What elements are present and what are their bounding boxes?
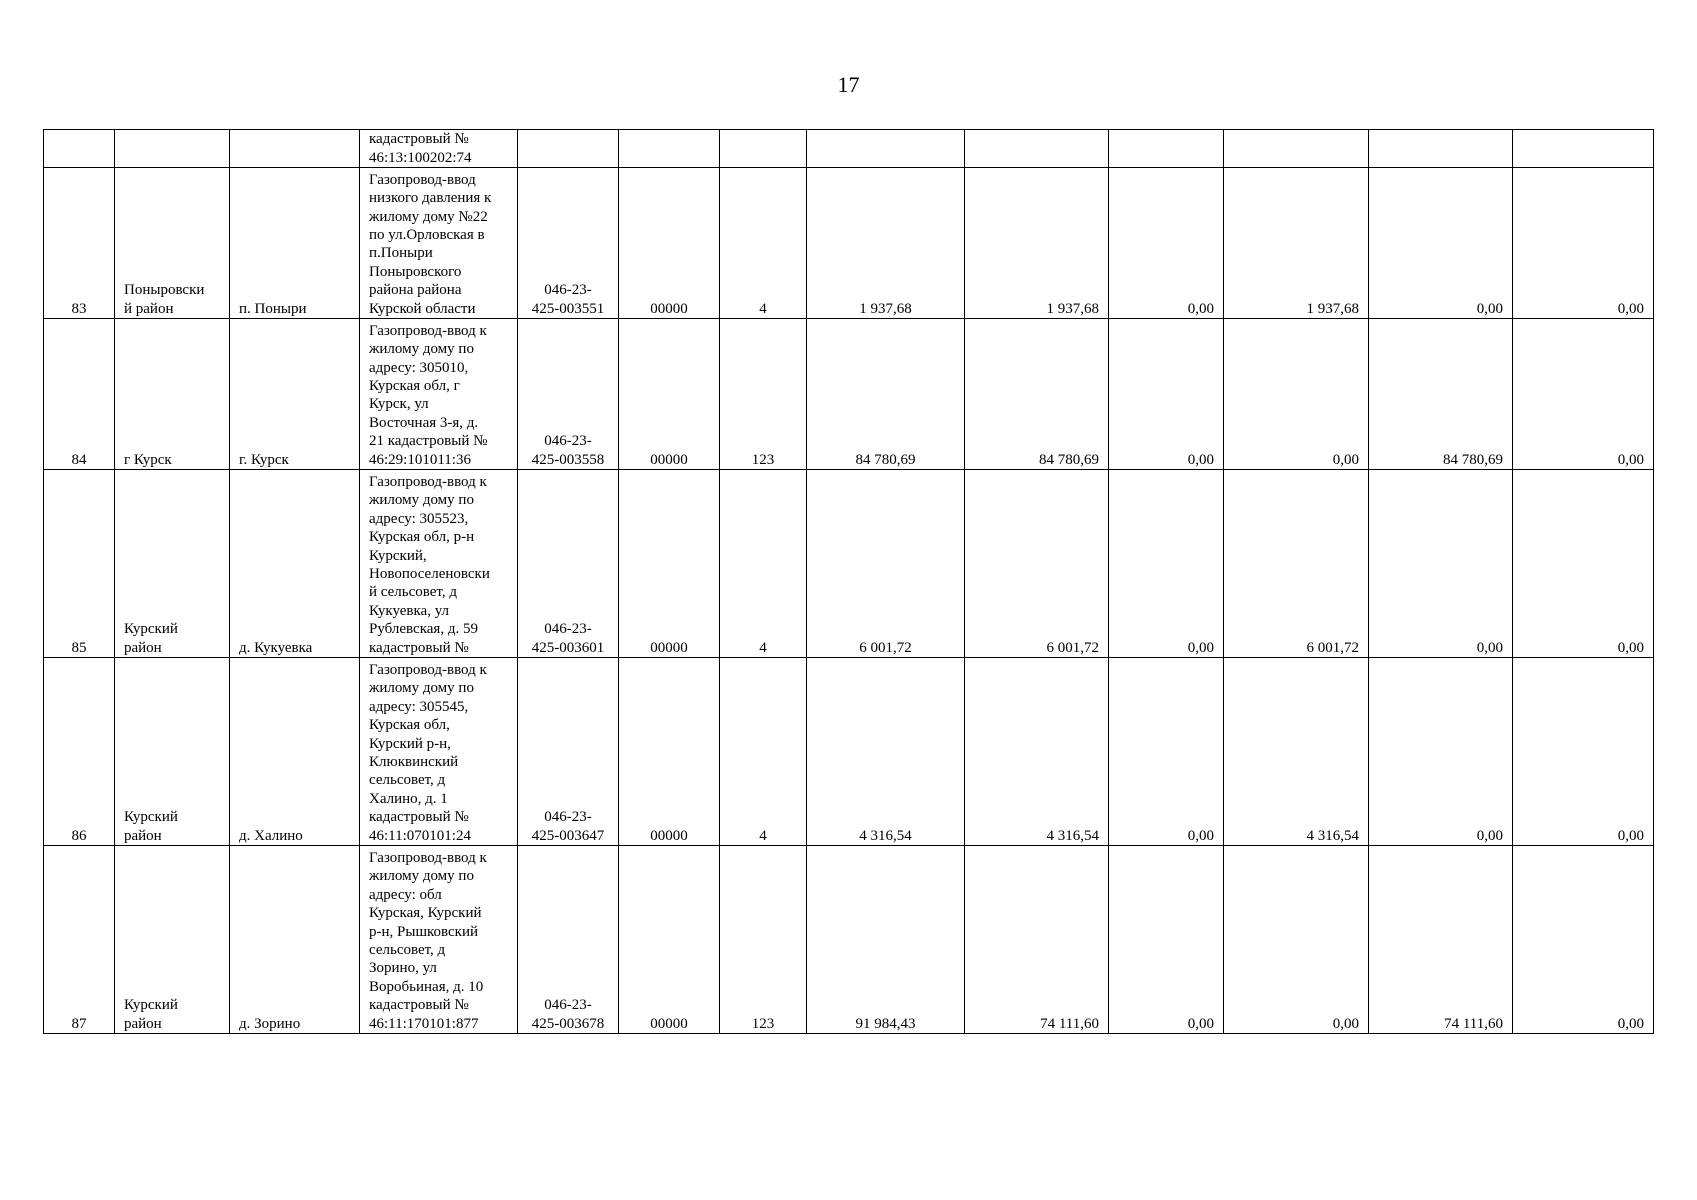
row-number: 83: [44, 168, 115, 319]
row-number: 87: [44, 846, 115, 1034]
value-cell-2: 4 316,54: [965, 658, 1109, 846]
classifier-code-cell: 00000: [619, 319, 720, 470]
table-row: [44, 319, 1654, 470]
value-cell-3: 0,00: [1109, 470, 1224, 658]
locality-cell: п. Поныри: [230, 168, 360, 319]
value-cell-3: 0,00: [1109, 319, 1224, 470]
quantity-cell: 4: [720, 168, 807, 319]
classifier-code-cell: [619, 130, 720, 168]
value-cell-5: 0,00: [1369, 470, 1513, 658]
value-cell-2: [965, 130, 1109, 168]
row-number: 84: [44, 319, 115, 470]
table-row: [44, 470, 1654, 658]
inventory-code-cell: 046-23- 425-003678: [518, 846, 619, 1034]
classifier-code-cell: 00000: [619, 658, 720, 846]
data-table: [43, 129, 1654, 1034]
district-cell: г Курск: [115, 319, 230, 470]
value-cell-5: 0,00: [1369, 658, 1513, 846]
district-cell: Поныровски й район: [115, 168, 230, 319]
object-description-cell: Газопровод-ввод к жилому дому по адресу: 305545, Курская обл, Курский р-н, Клюквинский сельсовет, д Халино, д. 1 кадастровый № 46:11:070101:24: [360, 658, 518, 846]
value-cell-5: 0,00: [1369, 168, 1513, 319]
value-cell-6: 0,00: [1513, 658, 1654, 846]
value-cell-5: 74 111,60: [1369, 846, 1513, 1034]
value-cell-6: 0,00: [1513, 846, 1654, 1034]
row-number: [44, 130, 115, 168]
district-cell: Курский район: [115, 658, 230, 846]
value-cell-5: 84 780,69: [1369, 319, 1513, 470]
value-cell-6: 0,00: [1513, 168, 1654, 319]
inventory-code-cell: 046-23- 425-003551: [518, 168, 619, 319]
table-row: [44, 846, 1654, 1034]
value-cell-1: 1 937,68: [807, 168, 965, 319]
value-cell-4: 4 316,54: [1224, 658, 1369, 846]
object-description-cell: Газопровод-ввод к жилому дому по адресу: 305523, Курская обл, р-н Курский, Новопоселеновски й сельсовет, д Кукуевка, ул Рублевская, д. 59 кадастровый №: [360, 470, 518, 658]
value-cell-4: 0,00: [1224, 846, 1369, 1034]
value-cell-4: [1224, 130, 1369, 168]
object-description-cell: Газопровод-ввод к жилому дому по адресу: обл Курская, Курский р-н, Рышковский сельсовет, д Зорино, ул Воробьиная, д. 10 кадастровый № 46:11:170101:877: [360, 846, 518, 1034]
value-cell-1: 4 316,54: [807, 658, 965, 846]
object-description-cell: Газопровод-ввод низкого давления к жилому дому №22 по ул.Орловская в п.Поныри Поныровского района района Курской области: [360, 168, 518, 319]
locality-cell: [230, 130, 360, 168]
quantity-cell: 4: [720, 470, 807, 658]
value-cell-2: 84 780,69: [965, 319, 1109, 470]
inventory-code-cell: 046-23- 425-003558: [518, 319, 619, 470]
inventory-code-cell: [518, 130, 619, 168]
district-cell: Курский район: [115, 846, 230, 1034]
locality-cell: д. Зорино: [230, 846, 360, 1034]
quantity-cell: [720, 130, 807, 168]
district-cell: Курский район: [115, 470, 230, 658]
object-description-cell: Газопровод-ввод к жилому дому по адресу: 305010, Курская обл, г Курск, ул Восточная 3-я, д. 21 кадастровый № 46:29:101011:36: [360, 319, 518, 470]
quantity-cell: 4: [720, 658, 807, 846]
value-cell-1: 84 780,69: [807, 319, 965, 470]
value-cell-1: 6 001,72: [807, 470, 965, 658]
classifier-code-cell: 00000: [619, 470, 720, 658]
value-cell-4: 0,00: [1224, 319, 1369, 470]
value-cell-2: 74 111,60: [965, 846, 1109, 1034]
value-cell-1: 91 984,43: [807, 846, 965, 1034]
value-cell-3: 0,00: [1109, 846, 1224, 1034]
inventory-code-cell: 046-23- 425-003601: [518, 470, 619, 658]
value-cell-3: 0,00: [1109, 168, 1224, 319]
object-description-cell: кадастровый № 46:13:100202:74: [360, 130, 518, 168]
page-number: 17: [837, 72, 860, 97]
value-cell-3: 0,00: [1109, 658, 1224, 846]
value-cell-6: 0,00: [1513, 319, 1654, 470]
value-cell-5: [1369, 130, 1513, 168]
value-cell-1: [807, 130, 965, 168]
table-row: [44, 130, 1654, 168]
inventory-code-cell: 046-23- 425-003647: [518, 658, 619, 846]
quantity-cell: 123: [720, 846, 807, 1034]
locality-cell: д. Халино: [230, 658, 360, 846]
row-number: 85: [44, 470, 115, 658]
value-cell-4: 6 001,72: [1224, 470, 1369, 658]
locality-cell: г. Курск: [230, 319, 360, 470]
district-cell: [115, 130, 230, 168]
table-row: [44, 168, 1654, 319]
table-row: [44, 658, 1654, 846]
classifier-code-cell: 00000: [619, 168, 720, 319]
value-cell-2: 6 001,72: [965, 470, 1109, 658]
value-cell-6: 0,00: [1513, 470, 1654, 658]
value-cell-6: [1513, 130, 1654, 168]
value-cell-3: [1109, 130, 1224, 168]
quantity-cell: 123: [720, 319, 807, 470]
value-cell-4: 1 937,68: [1224, 168, 1369, 319]
classifier-code-cell: 00000: [619, 846, 720, 1034]
value-cell-2: 1 937,68: [965, 168, 1109, 319]
row-number: 86: [44, 658, 115, 846]
locality-cell: д. Кукуевка: [230, 470, 360, 658]
